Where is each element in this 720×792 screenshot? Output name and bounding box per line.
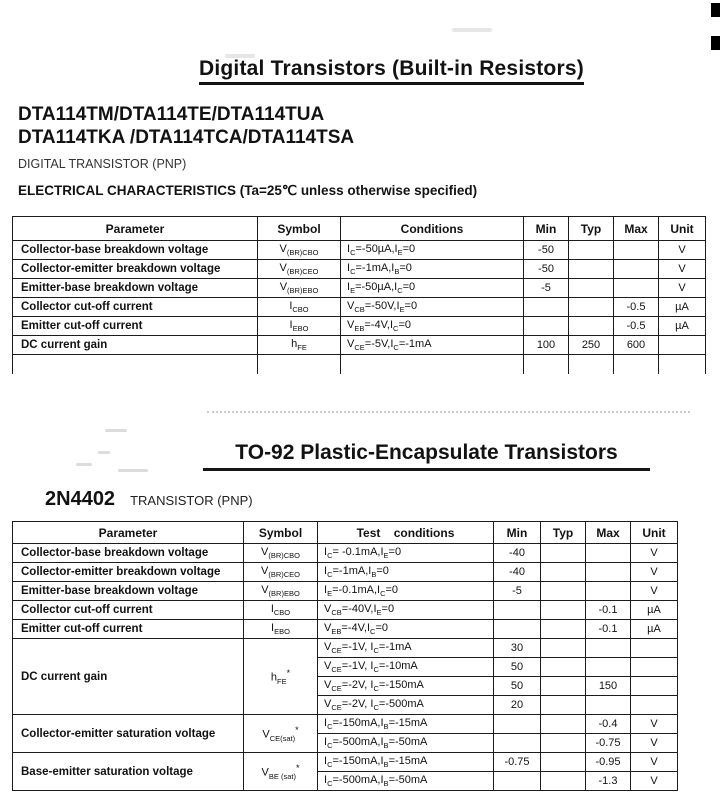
cell-unit: µA <box>659 317 706 336</box>
cell-symbol: $I_{CBO}$ <box>258 298 341 317</box>
cell-typ <box>541 753 586 772</box>
table-row <box>13 715 678 734</box>
cell-parameter: DC current gain <box>13 336 258 355</box>
cell-unit: µA <box>631 620 678 639</box>
cell-unit: V <box>631 582 678 601</box>
table-row <box>13 620 678 639</box>
cell-symbol: $I_{EBO}$ <box>258 317 341 336</box>
cell-typ <box>541 639 586 658</box>
table-row <box>13 298 706 317</box>
cell-parameter: Base-emitter saturation voltage <box>13 753 244 791</box>
cell-parameter: Collector-emitter breakdown voltage <box>13 563 244 582</box>
cell-symbol: $I_{EBO}$ <box>244 620 318 639</box>
cell-min <box>524 298 569 317</box>
cell-typ <box>541 658 586 677</box>
cell-min: -50 <box>524 241 569 260</box>
column-header-typ: Typ <box>569 217 614 241</box>
cell-conditions: $I_C=-1mA,I_B=0$ <box>341 260 524 279</box>
cell-typ <box>541 772 586 791</box>
cell-parameter: Emitter-base breakdown voltage <box>13 279 258 298</box>
cell-conditions: $V_{CB}=-50V,I_E=0$ <box>341 298 524 317</box>
cell-conditions: $I_E=-0.1mA,I_C=0$ <box>318 582 494 601</box>
cell-unit <box>631 677 678 696</box>
cell-symbol: $V_{(BR)EBO}$ <box>244 582 318 601</box>
scan-dotted-line <box>207 411 690 413</box>
cell-min: -5 <box>494 582 541 601</box>
cell-unit <box>631 639 678 658</box>
cell-unit: V <box>659 260 706 279</box>
cell-symbol: $V_{(BR)CEO}$ <box>244 563 318 582</box>
cell-unit: V <box>631 563 678 582</box>
cell-conditions: $I_E=-50\mu A,I_C=0$ <box>341 279 524 298</box>
cell-max <box>586 696 631 715</box>
cell-typ <box>569 241 614 260</box>
cell-conditions: $I_C=-1mA,I_B=0$ <box>318 563 494 582</box>
cell-parameter: Collector-emitter breakdown voltage <box>13 260 258 279</box>
column-header-parameter: Parameter <box>13 217 258 241</box>
cell-parameter: Collector cut-off current <box>13 298 258 317</box>
cell-parameter: Emitter-base breakdown voltage <box>13 582 244 601</box>
cell-symbol: $V_{(BR)EBO}$ <box>258 279 341 298</box>
table-row <box>13 544 678 563</box>
cell-typ <box>541 696 586 715</box>
cell-min <box>494 734 541 753</box>
table-header-row <box>13 217 706 241</box>
cell-min: -50 <box>524 260 569 279</box>
device-type-label: TRANSISTOR (PNP) <box>130 493 253 508</box>
scan-artifact-bar <box>711 3 720 17</box>
electrical-characteristics-heading: ELECTRICAL CHARACTERISTICS (Ta=25℃ unless otherwise specified) <box>18 183 478 198</box>
scan-speck <box>98 451 110 454</box>
column-header-symbol: Symbol <box>244 522 318 544</box>
cell-min: 30 <box>494 639 541 658</box>
cell-unit: V <box>631 715 678 734</box>
cell-unit: V <box>659 279 706 298</box>
cell-min: 100 <box>524 336 569 355</box>
cell-min <box>494 601 541 620</box>
cell-typ <box>569 279 614 298</box>
clipped-cell <box>614 355 659 374</box>
cell-conditions: $I_C=-500mA,I_B=-50mA$ <box>318 734 494 753</box>
cell-max: 150 <box>586 677 631 696</box>
cell-unit: V <box>631 544 678 563</box>
dta114-characteristics-table <box>12 216 706 374</box>
cell-symbol: $V_{(BR)CBO}$ <box>244 544 318 563</box>
cell-conditions: $V_{EB}=-4V,I_C=0$ <box>318 620 494 639</box>
cell-unit <box>631 658 678 677</box>
cell-max: -0.1 <box>586 601 631 620</box>
cell-min: -40 <box>494 544 541 563</box>
cell-max: -1.3 <box>586 772 631 791</box>
clipped-cell <box>13 355 258 374</box>
cell-typ <box>541 734 586 753</box>
table-row <box>13 279 706 298</box>
cell-unit: V <box>631 772 678 791</box>
cell-min <box>524 317 569 336</box>
cell-conditions: $V_{CB}=-40V,I_E=0$ <box>318 601 494 620</box>
cell-min: -0.75 <box>494 753 541 772</box>
cell-max: -0.1 <box>586 620 631 639</box>
cell-max <box>614 260 659 279</box>
part-heading-row <box>45 488 253 511</box>
column-header-conditions: Test conditions <box>318 522 494 544</box>
cell-parameter: Collector-base breakdown voltage <box>13 544 244 563</box>
table-row <box>13 563 678 582</box>
cell-conditions: $V_{CE}=-1V$, $I_C=-1mA$ <box>318 639 494 658</box>
column-header-unit: Unit <box>631 522 678 544</box>
column-header-conditions: Conditions <box>341 217 524 241</box>
cell-max <box>586 544 631 563</box>
cell-conditions: $V_{EB}=-4V,I_C=0$ <box>341 317 524 336</box>
2n4402-characteristics-table <box>12 521 678 791</box>
cell-typ <box>541 677 586 696</box>
cell-parameter: Collector cut-off current <box>13 601 244 620</box>
table-header-row <box>13 522 678 544</box>
cell-unit <box>659 336 706 355</box>
clipped-table-row <box>13 355 706 374</box>
cell-symbol: $I_{CBO}$ <box>244 601 318 620</box>
table-row <box>13 260 706 279</box>
scan-speck <box>76 463 92 466</box>
column-header-min: Min <box>494 522 541 544</box>
scan-speck <box>105 429 127 432</box>
part-numbers-line-2: DTA114TKA /DTA114TCA/DTA114TSA <box>18 127 355 148</box>
clipped-cell <box>569 355 614 374</box>
cell-conditions: $V_{CE}=-2V$, $I_C=-150mA$ <box>318 677 494 696</box>
section-title-digital-transistors: Digital Transistors (Built-in Resistors) <box>199 57 584 85</box>
cell-symbol: $V_{BE (sat)}^*$ <box>244 753 318 791</box>
cell-typ <box>541 563 586 582</box>
cell-max: 600 <box>614 336 659 355</box>
cell-min: 50 <box>494 658 541 677</box>
cell-min: 20 <box>494 696 541 715</box>
cell-max: -0.95 <box>586 753 631 772</box>
cell-unit: µA <box>631 601 678 620</box>
cell-unit: µA <box>659 298 706 317</box>
cell-unit: V <box>631 734 678 753</box>
device-type-label: DIGITAL TRANSISTOR (PNP) <box>18 157 187 171</box>
cell-typ <box>541 601 586 620</box>
cell-conditions: $I_C=-150mA,I_B=-15mA$ <box>318 715 494 734</box>
column-header-parameter: Parameter <box>13 522 244 544</box>
scan-artifact-bar <box>711 36 720 50</box>
column-header-typ: Typ <box>541 522 586 544</box>
cell-min: 50 <box>494 677 541 696</box>
cell-unit <box>631 696 678 715</box>
cell-max: -0.75 <box>586 734 631 753</box>
section-title-to92-transistors: TO-92 Plastic-Encapsulate Transistors <box>203 441 650 471</box>
table-row <box>13 241 706 260</box>
cell-symbol: $V_{CE(sat)}^*$ <box>244 715 318 753</box>
cell-unit: V <box>631 753 678 772</box>
cell-conditions: $V_{CE}=-2V$, $I_C=-500mA$ <box>318 696 494 715</box>
cell-typ <box>541 582 586 601</box>
table-row <box>13 317 706 336</box>
cell-min <box>494 772 541 791</box>
cell-parameter: DC current gain <box>13 639 244 715</box>
cell-max: -0.5 <box>614 317 659 336</box>
table-row <box>13 639 678 658</box>
cell-typ <box>541 544 586 563</box>
cell-conditions: $I_C=-150mA,I_B=-15mA$ <box>318 753 494 772</box>
cell-conditions: $I_C= -0.1mA,I_E=0$ <box>318 544 494 563</box>
cell-min: -5 <box>524 279 569 298</box>
cell-typ <box>569 298 614 317</box>
scan-speck <box>118 469 148 472</box>
part-number-2n4402: 2N4402 <box>45 488 116 510</box>
column-header-unit: Unit <box>659 217 706 241</box>
cell-max: -0.5 <box>614 298 659 317</box>
scan-speck <box>452 28 492 32</box>
cell-typ <box>569 260 614 279</box>
table-row <box>13 601 678 620</box>
cell-typ <box>569 317 614 336</box>
cell-max <box>586 582 631 601</box>
cell-max: -0.4 <box>586 715 631 734</box>
cell-typ <box>541 620 586 639</box>
cell-conditions: $V_{CE}=-5V,I_C=-1mA$ <box>341 336 524 355</box>
cell-unit: V <box>659 241 706 260</box>
cell-max <box>586 639 631 658</box>
clipped-cell <box>341 355 524 374</box>
clipped-cell <box>524 355 569 374</box>
cell-parameter: Collector-emitter saturation voltage <box>13 715 244 753</box>
cell-min: -40 <box>494 563 541 582</box>
table-row <box>13 582 678 601</box>
cell-conditions: $I_C=-50\mu A,I_E=0$ <box>341 241 524 260</box>
cell-symbol: $V_{(BR)CBO}$ <box>258 241 341 260</box>
clipped-cell <box>659 355 706 374</box>
cell-typ <box>541 715 586 734</box>
cell-min <box>494 620 541 639</box>
cell-typ: 250 <box>569 336 614 355</box>
table-row <box>13 753 678 772</box>
column-header-symbol: Symbol <box>258 217 341 241</box>
cell-parameter: Emitter cut-off current <box>13 620 244 639</box>
cell-symbol: $h_{FE}$ <box>258 336 341 355</box>
clipped-cell <box>258 355 341 374</box>
cell-max <box>586 563 631 582</box>
column-header-max: Max <box>586 522 631 544</box>
cell-min <box>494 715 541 734</box>
cell-conditions: $I_C=-500mA,I_B=-50mA$ <box>318 772 494 791</box>
cell-max <box>614 241 659 260</box>
cell-parameter: Collector-base breakdown voltage <box>13 241 258 260</box>
cell-parameter: Emitter cut-off current <box>13 317 258 336</box>
part-numbers-line-1: DTA114TM/DTA114TE/DTA114TUA <box>18 104 325 125</box>
cell-conditions: $V_{CE}=-1V$, $I_C=-10mA$ <box>318 658 494 677</box>
column-header-min: Min <box>524 217 569 241</box>
column-header-max: Max <box>614 217 659 241</box>
table-row <box>13 336 706 355</box>
cell-symbol: $V_{(BR)CEO}$ <box>258 260 341 279</box>
cell-max <box>586 658 631 677</box>
cell-symbol: $h_{FE}^*$ <box>244 639 318 715</box>
cell-max <box>614 279 659 298</box>
